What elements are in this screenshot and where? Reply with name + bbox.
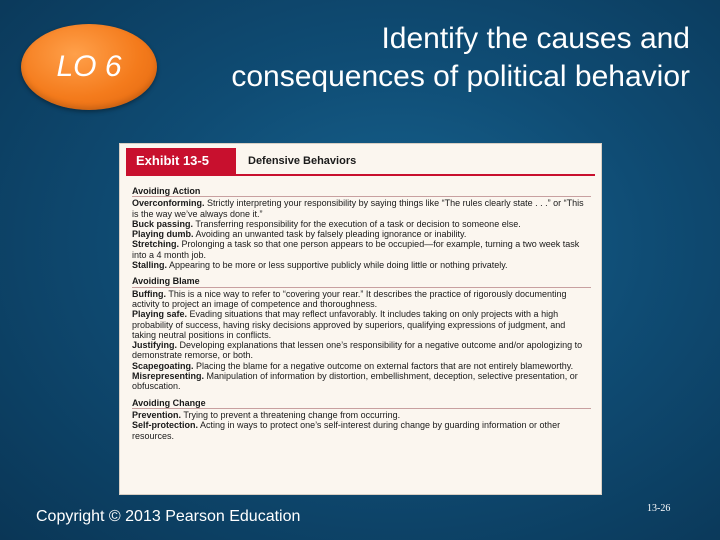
section-heading: Avoiding Blame (132, 276, 591, 287)
badge-label: LO 6 (56, 50, 122, 83)
entry-term: Overconforming. (132, 198, 205, 209)
entry-text: Trying to prevent a threatening change from occurring. (183, 409, 401, 420)
entry-term: Justifying. (132, 340, 178, 351)
title-line-2: consequences of political behavior (231, 60, 690, 93)
entry-term: Prevention. (132, 409, 182, 420)
exhibit-header (126, 148, 595, 176)
learning-objective-badge (21, 24, 157, 110)
entry-text: Prolonging a task so that one person appears to be occupied—for example, turning a two week task into a 4 month job. (132, 239, 580, 260)
exhibit-heading: Defensive Behaviors (248, 155, 357, 167)
title-line-1: Identify the causes and (381, 22, 690, 55)
list-item (132, 260, 591, 270)
section-heading: Avoiding Change (132, 398, 591, 409)
list-item (132, 420, 591, 441)
list-item (132, 289, 591, 310)
list-item (132, 219, 591, 229)
entry-term: Playing safe. (132, 309, 188, 320)
entry-text: Developing explanations that lessen one’s responsibility for a negative outcome and/or apologizing to demonstrate remorse, or both. (132, 340, 583, 361)
list-item (132, 229, 591, 239)
entry-term: Buffing. (132, 288, 166, 299)
entry-term: Stalling. (132, 260, 168, 271)
list-item (132, 410, 591, 420)
list-item (132, 371, 591, 392)
exhibit-body (132, 186, 591, 441)
entry-term: Stretching. (132, 239, 180, 250)
entry-term: Buck passing. (132, 218, 194, 229)
entry-term: Misrepresenting. (132, 371, 205, 382)
entry-text: Transferring responsibility for the execution of a task or decision to someone else. (195, 218, 521, 229)
exhibit-tag: Exhibit 13-5 (126, 148, 236, 174)
entry-term: Scapegoating. (132, 360, 194, 371)
entry-text: Placing the blame for a negative outcome on external factors that are not entirely blameworthy. (196, 360, 574, 371)
copyright-footer: Copyright © 2013 Pearson Education (36, 508, 301, 525)
entry-text: Strictly interpreting your responsibility by saying things like “The rules clearly state . . .” or “This is the way we’ve always done it.” (132, 198, 584, 219)
entry-text: This is a nice way to refer to “covering your rear.” It describes the practice of rigorously documenting activity to project an image of competence and thoroughness. (132, 288, 567, 309)
exhibit-figure (119, 143, 602, 495)
page-number: 13-26 (647, 503, 671, 514)
entry-text: Acting in ways to protect one’s self-interest during change by guarding information or other resources. (132, 420, 561, 441)
entry-term: Self-protection. (132, 420, 199, 431)
section-heading: Avoiding Action (132, 186, 591, 197)
list-item (132, 361, 591, 371)
entry-text: Avoiding an unwanted task by falsely pleading ignorance or inability. (195, 229, 467, 240)
list-item (132, 198, 591, 219)
entry-text: Manipulation of information by distortion, embellishment, deception, selective presentation, or obfuscation. (132, 371, 578, 392)
list-item (132, 239, 591, 260)
list-item (132, 340, 591, 361)
entry-text: Appearing to be more or less supportive publicly while doing little or nothing privately. (169, 260, 508, 271)
list-item (132, 309, 591, 340)
entry-text: Evading situations that may reflect unfavorably. It includes taking on only projects with a high probability of success, having risky decisions approved by superiors, qualifying expressions of judgment, and taking neutral positions in conflicts. (132, 309, 566, 340)
slide-title (170, 20, 690, 96)
entry-term: Playing dumb. (132, 229, 194, 240)
